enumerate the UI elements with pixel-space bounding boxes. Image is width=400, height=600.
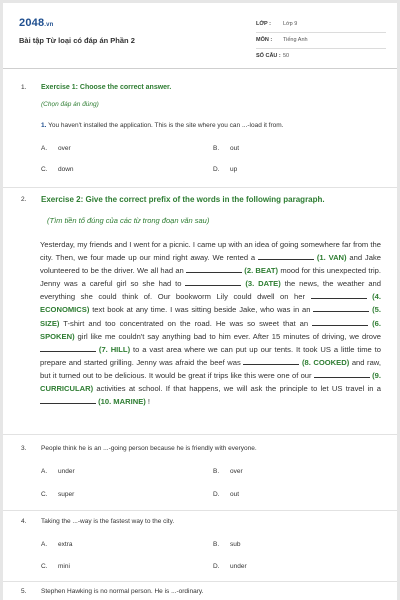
option-letter: A. — [41, 145, 48, 152]
word-hint: (6. SPOKEN) — [40, 318, 381, 341]
page-title: Bài tập Từ loại có đáp án Phần 2 — [19, 36, 135, 45]
answer-blank[interactable] — [314, 369, 370, 378]
answer-blank[interactable] — [185, 277, 241, 286]
word-hint: (1. VAN) — [314, 253, 347, 263]
option-letter: B. — [213, 468, 220, 475]
option-text: mini — [58, 563, 70, 570]
worksheet-meta — [256, 17, 386, 64]
exercise-paragraph — [40, 238, 381, 408]
option-text: sub — [230, 541, 241, 548]
paragraph-text: and raw, but it turned out to be delicious. It would be great if trips like this were one of our — [40, 357, 381, 380]
exercise-subtitle: (Chọn đáp án đúng) — [41, 101, 99, 108]
question-number: 4. — [21, 518, 27, 525]
meta-value: 50 — [283, 53, 290, 59]
meta-value: Tiếng Anh — [283, 37, 308, 43]
word-hint: (5. SIZE) — [40, 305, 381, 328]
question-number: 1. — [21, 84, 27, 91]
option-text: under — [58, 468, 75, 475]
worksheet-header — [3, 3, 397, 69]
option-letter: A. — [41, 541, 48, 548]
paragraph-text: the news, the weather and everything she could think of. Our bookworm Lily could dwell on her — [40, 279, 382, 302]
option-b[interactable] — [213, 145, 239, 152]
option-text: up — [230, 166, 238, 173]
option-letter: A. — [41, 468, 48, 475]
meta-row-count — [256, 49, 386, 64]
paragraph-text: ! — [145, 397, 151, 407]
question-number: 5. — [21, 588, 27, 595]
option-letter: B. — [213, 541, 220, 548]
option-text: super — [58, 491, 75, 498]
question-divider — [3, 581, 397, 582]
paragraph-text: mood for this unexpected trip. Jenny was a careful girl so she had to — [40, 266, 381, 289]
word-hint: (2. BEAT) — [242, 266, 279, 276]
site-logo[interactable] — [19, 17, 54, 29]
word-hint: (7. HILL) — [96, 344, 131, 354]
paragraph-text: Yesterday, my friends and I went for a picnic. I came up with an idea of going somewhere far from the city. Then, we four made up our mind right away. We rented a — [40, 240, 381, 263]
meta-value: Lớp 9 — [283, 21, 298, 27]
answer-blank[interactable] — [243, 356, 299, 365]
word-hint: (4. ECONOMICS) — [40, 292, 381, 315]
meta-key: SỐ CÂU : — [256, 53, 281, 59]
option-letter: C. — [41, 491, 48, 498]
question-divider — [3, 510, 397, 511]
exercise-title: Exercise 1: Choose the correct answer. — [41, 84, 172, 91]
option-letter: D. — [213, 166, 220, 173]
option-c[interactable] — [41, 166, 74, 173]
item-number: 1. — [41, 122, 47, 129]
worksheet-page — [3, 3, 397, 600]
option-c[interactable] — [41, 491, 74, 498]
option-d[interactable] — [213, 491, 239, 498]
meta-row-class — [256, 17, 386, 33]
option-c[interactable] — [41, 563, 70, 570]
answer-blank[interactable] — [312, 317, 368, 326]
option-text: under — [230, 563, 247, 570]
logo-tld-text: .vn — [44, 22, 54, 28]
option-letter: D. — [213, 491, 220, 498]
option-a[interactable] — [41, 541, 72, 548]
answer-blank[interactable] — [40, 343, 96, 352]
paragraph-text: text book at any time. I was sitting beside Jake, who was in an — [89, 305, 314, 315]
option-d[interactable] — [213, 166, 237, 173]
option-b[interactable] — [213, 468, 243, 475]
option-text: out — [230, 145, 240, 152]
paragraph-text: T-shirt and too concentrated on the road. He was so sweet that an — [59, 318, 313, 328]
option-letter: C. — [41, 563, 48, 570]
question-number: 3. — [21, 445, 27, 452]
logo-main-text: 2048 — [19, 17, 45, 29]
question-divider — [3, 434, 397, 435]
option-b[interactable] — [213, 541, 240, 548]
option-letter: B. — [213, 145, 220, 152]
option-text: extra — [58, 541, 73, 548]
paragraph-text: and Jake volunteered to be the driver. We all had an — [40, 253, 381, 276]
answer-blank[interactable] — [186, 264, 242, 273]
option-letter: D. — [213, 563, 220, 570]
option-text: over — [230, 468, 243, 475]
meta-row-subject — [256, 33, 386, 49]
paragraph-text: to a vast area where we can put up our tents. It took US a little time to prepare and started grilling. Jenny was afraid the beef was — [40, 344, 382, 367]
exercise-title: Exercise 2: Give the correct prefix of the words in the following paragraph. — [41, 195, 325, 204]
meta-key: MÔN : — [256, 37, 273, 43]
meta-key: LỚP : — [256, 21, 271, 27]
word-hint: (9. CURRICULAR) — [40, 370, 381, 394]
option-text: over — [58, 145, 71, 152]
option-letter: C. — [41, 166, 48, 173]
question-text — [41, 122, 284, 129]
exercise-subtitle: (Tìm tiền tố đúng của các từ trong đoạn văn sau) — [47, 216, 210, 225]
word-hint: (10. MARINE) — [96, 397, 146, 407]
question-text: People think he is an ...-going person because he is friendly with everyone. — [41, 445, 257, 452]
answer-blank[interactable] — [258, 251, 314, 260]
item-text: You haven't installed the application. This is the site where you can ...-load it from. — [46, 122, 284, 129]
question-divider — [3, 187, 397, 188]
question-text: Stephen Hawking is no normal person. He is ...-ordinary. — [41, 588, 204, 595]
question-number: 2. — [21, 196, 27, 203]
paragraph-text: girl like me couldn't say anything bad to him ever. After 15 minutes of driving, we drove — [74, 331, 381, 341]
paragraph-text: activities at school. If that happens, we will ask the principle to let US travel in a — [93, 384, 381, 394]
option-a[interactable] — [41, 468, 75, 475]
answer-blank[interactable] — [40, 395, 96, 404]
word-hint: (8. COOKED) — [299, 357, 350, 367]
option-text: down — [58, 166, 74, 173]
option-a[interactable] — [41, 145, 71, 152]
option-text: out — [230, 491, 240, 498]
word-hint: (3. DATE) — [241, 279, 281, 289]
answer-blank[interactable] — [311, 290, 367, 299]
option-d[interactable] — [213, 563, 247, 570]
answer-blank[interactable] — [313, 303, 369, 312]
question-text: Taking the ...-way is the fastest way to the city. — [41, 518, 175, 525]
